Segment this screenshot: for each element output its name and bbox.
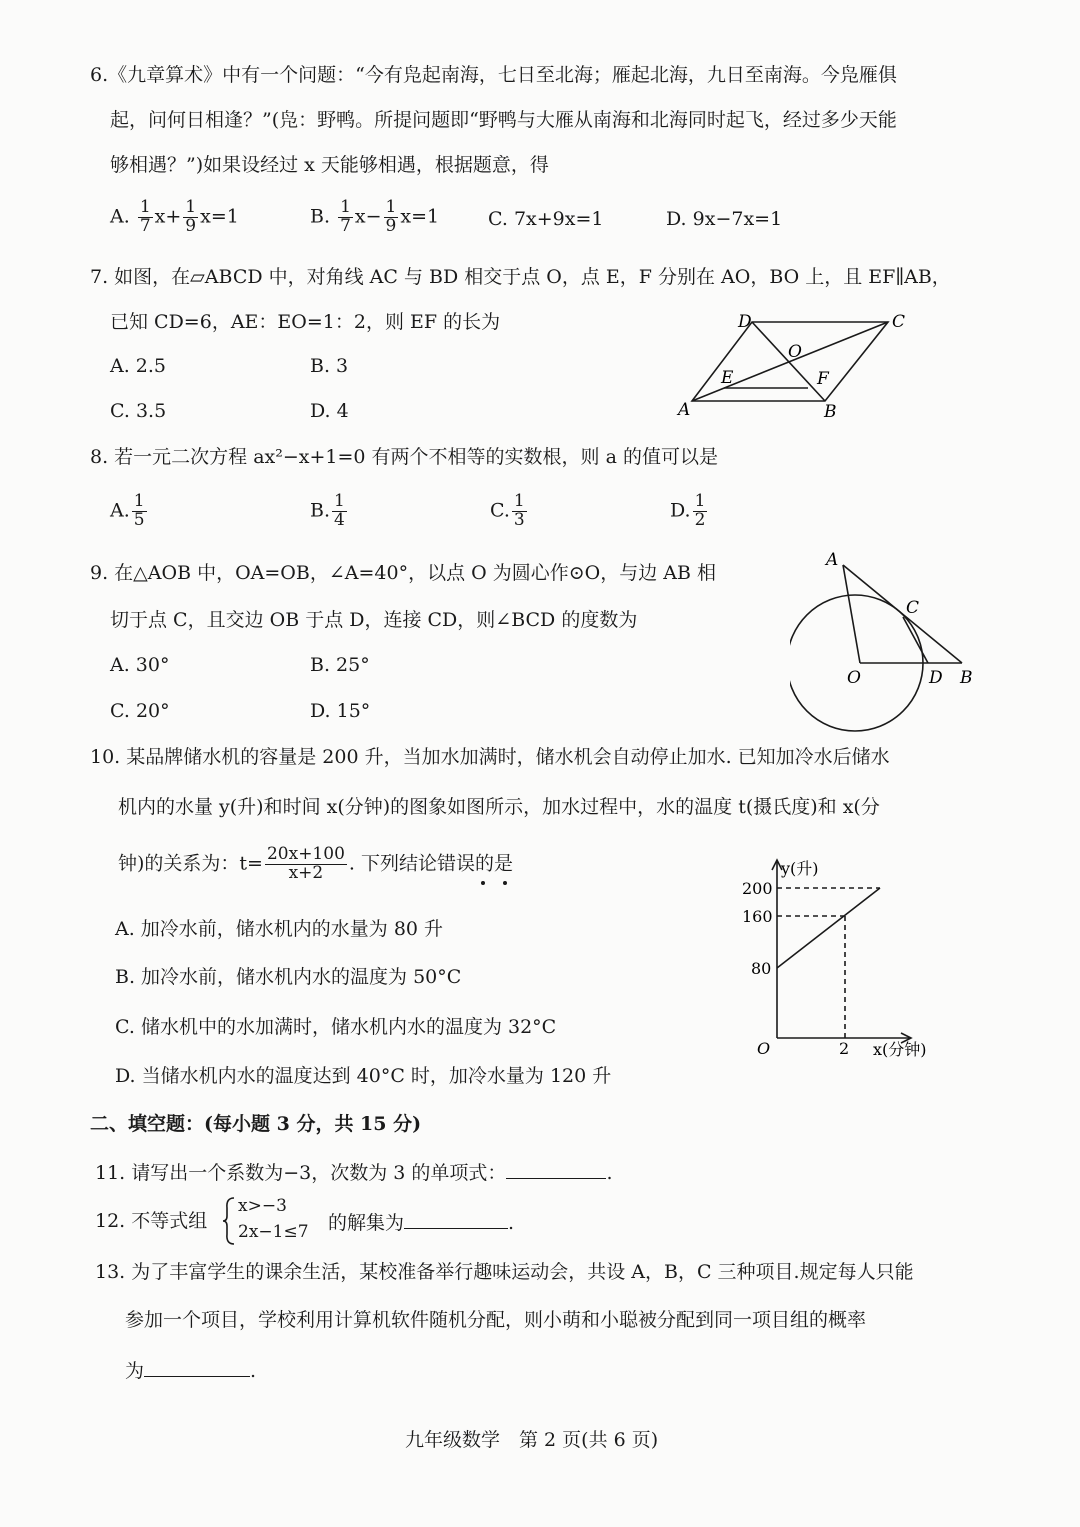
volume-line xyxy=(777,888,880,968)
segment-oa xyxy=(843,565,860,663)
emphasis-dot xyxy=(503,881,507,885)
x-tick-label: 2 xyxy=(839,1039,850,1058)
q7-line1: 7. 如图，在▱ABCD 中，对角线 AC 与 BD 相交于点 O，点 E，F 分别在 AO，BO 上，且 EF∥AB， xyxy=(90,266,951,288)
q8-option-a: A. $\frac{1}{5}$ xyxy=(110,491,145,530)
label-b: B xyxy=(960,668,973,688)
q8-option-b: B. $\frac{1}{4}$ xyxy=(310,491,345,530)
y-tick-label: 200 xyxy=(742,879,773,898)
q6-line3: 够相遇？”)如果设经过 x 天能够相遇，根据题意，得 xyxy=(110,154,549,176)
water-volume-graph xyxy=(735,850,950,1065)
q6-option-c: C. 7x+9x=1 xyxy=(488,208,604,230)
q7-line2: 已知 CD=6，AE：EO=1：2，则 EF 的长为 xyxy=(110,311,501,333)
q13-line2: 参加一个项目，学校利用计算机软件随机分配，则小萌和小聪被分配到同一项目组的概率 xyxy=(125,1309,867,1331)
q9-option-d: D. 15° xyxy=(310,700,371,722)
q10-option-b: B. 加冷水前，储水机内水的温度为 50°C xyxy=(115,966,462,988)
q9-line1: 9. 在△AOB 中，OA=OB，∠A=40°，以点 O 为圆心作⊙O，与边 AB 相 xyxy=(90,562,716,584)
parallelogram-figure xyxy=(670,305,920,425)
q13-line1: 13. 为了丰富学生的课余生活，某校准备举行趣味运动会，共设 A，B，C 三种项目.规定每人只能 xyxy=(95,1261,914,1283)
circle-triangle-figure xyxy=(790,545,990,740)
q12-ineq-1: x>−3 xyxy=(238,1196,287,1216)
segment-ab xyxy=(843,565,962,663)
q10-option-d: D. 当储水机内水的温度达到 40°C 时，加冷水量为 120 升 xyxy=(115,1065,612,1087)
q12-ineq-2: 2x−1≤7 xyxy=(238,1222,309,1242)
q8-line1: 8. 若一元二次方程 ax²−x+1=0 有两个不相等的实数根，则 a 的值可以是 xyxy=(90,446,718,468)
q10-option-c: C. 储水机中的水加满时，储水机内水的温度为 32°C xyxy=(115,1016,557,1038)
q12-pre: 12. 不等式组 xyxy=(95,1210,208,1232)
emphasis-dot xyxy=(481,881,485,885)
q8-option-d: D. $\frac{1}{2}$ xyxy=(670,491,706,530)
q10-line3: 钟)的关系为：t= $\frac{20x+100}{x+2}$ . 下列结论错误的是 xyxy=(118,844,513,883)
label-f: F xyxy=(817,369,829,389)
label-d: D xyxy=(929,668,943,688)
system-brace xyxy=(222,1196,236,1246)
q10-option-a: A. 加冷水前，储水机内的水量为 80 升 xyxy=(115,918,444,940)
x-axis-label: x(分钟) xyxy=(873,1040,927,1059)
q12-post: 的解集为 . xyxy=(328,1212,515,1234)
page-footer: 九年级数学 第 2 页(共 6 页) xyxy=(405,1429,659,1451)
q11-line: 11. 请写出一个系数为−3，次数为 3 的单项式： . xyxy=(95,1162,613,1184)
label-e: E xyxy=(721,368,734,388)
q9-option-b: B. 25° xyxy=(310,654,370,676)
q10-line1: 10. 某品牌储水机的容量是 200 升，当加水加满时，储水机会自动停止加水. 已知加冷水后储水 xyxy=(90,746,890,768)
label-a: A xyxy=(678,400,691,420)
q7-option-b: B. 3 xyxy=(310,355,349,377)
q6-line2: 起，问何日相逢？”(凫：野鸭。所提问题即“野鸭与大雁从南海和北海同时起飞，经过多少天能 xyxy=(110,109,897,131)
q6-option-d: D. 9x−7x=1 xyxy=(666,208,783,230)
label-o: O xyxy=(847,668,861,688)
label-d: D xyxy=(738,312,752,332)
q10-line2: 机内的水量 y(升)和时间 x(分钟)的图象如图所示，加水过程中，水的温度 t(摄氏度)和 x(分 xyxy=(118,796,880,818)
q7-option-a: A. 2.5 xyxy=(110,355,167,377)
origin-label: O xyxy=(757,1039,771,1058)
label-c: C xyxy=(906,598,920,618)
q9-option-c: C. 20° xyxy=(110,700,170,722)
q6-option-a: A. $\frac{1}{7}$ x+ $\frac{1}{9}$ x=1 xyxy=(110,197,239,236)
y-tick-label: 80 xyxy=(751,959,772,978)
y-axis-label: y(升) xyxy=(781,859,819,878)
q7-option-c: C. 3.5 xyxy=(110,400,167,422)
label-c: C xyxy=(892,312,906,332)
label-a: A xyxy=(826,550,839,570)
q6-option-b: B. $\frac{1}{7}$ x− $\frac{1}{9}$ x=1 xyxy=(310,197,440,236)
q6-line1: 6.《九章算术》中有一个问题：“今有凫起南海，七日至北海；雁起北海，九日至南海。今凫雁俱 xyxy=(90,64,897,86)
q9-line2: 切于点 C，且交边 OB 于点 D，连接 CD，则∠BCD 的度数为 xyxy=(110,609,638,631)
y-tick-label: 160 xyxy=(742,907,773,926)
label-b: B xyxy=(824,402,837,422)
section-title: 二、填空题：(每小题 3 分，共 15 分) xyxy=(90,1113,422,1135)
label-o: O xyxy=(788,342,802,362)
q7-option-d: D. 4 xyxy=(310,400,349,422)
q13-line3: 为 . xyxy=(125,1360,257,1382)
q8-option-c: C. $\frac{1}{3}$ xyxy=(490,491,525,530)
q9-option-a: A. 30° xyxy=(110,654,170,676)
